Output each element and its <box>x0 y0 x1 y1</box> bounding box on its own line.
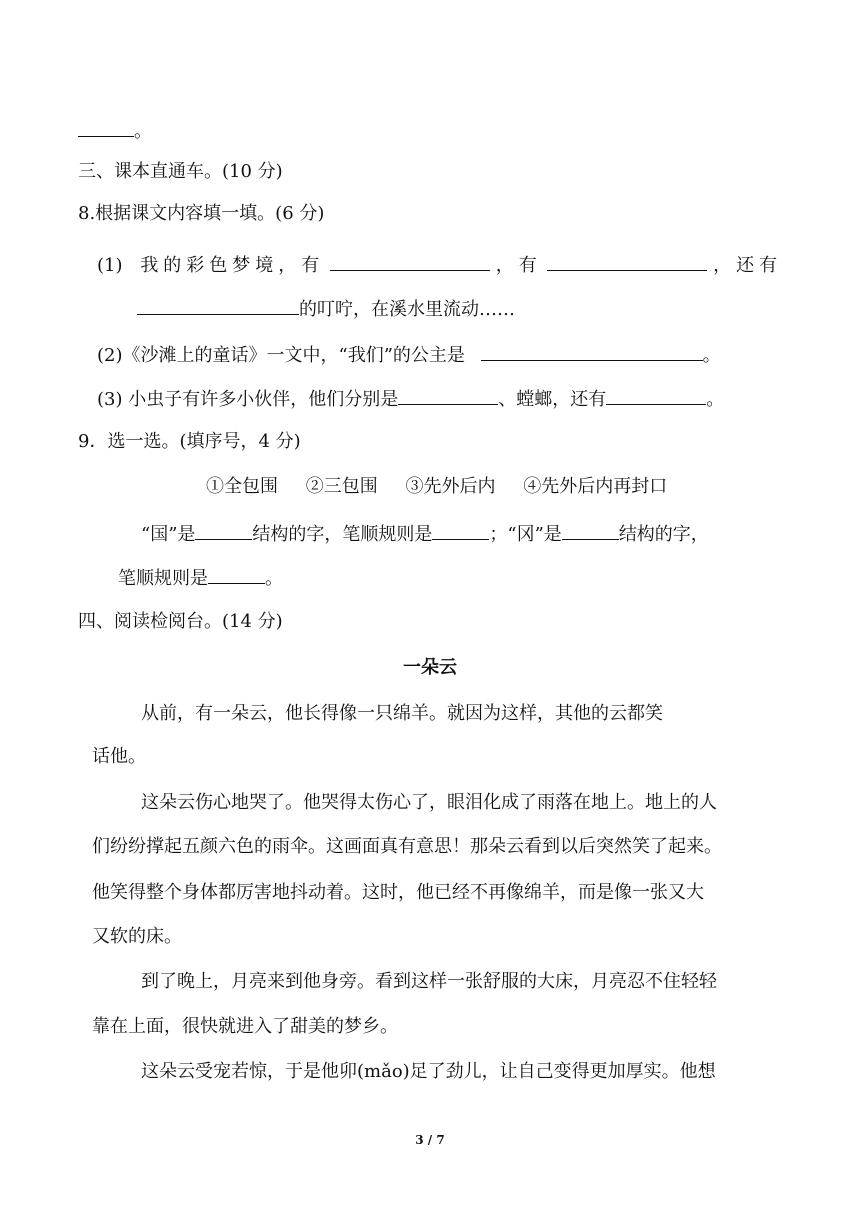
story-line: 话他。 <box>92 746 146 767</box>
option-1: ①全包围 <box>206 476 278 497</box>
q9-options <box>206 475 689 499</box>
top-answer-line: 。 <box>78 118 152 144</box>
section3-heading: 三、课本直通车。(10 分) <box>78 161 283 182</box>
story-title: 一朵云 <box>403 657 457 678</box>
story-line: 从前，有一朵云，他长得像一只绵羊。就因为这样，其他的云都笑 <box>141 703 663 724</box>
story-line: 这朵云伤心地哭了。他哭得太伤心了，眼泪化成了雨落在地上。地上的人 <box>141 792 717 813</box>
q8-part3: (3) 小虫子有许多小伙伴，他们分别是 、螳螂，还有 。 <box>97 386 724 412</box>
answer-blank[interactable] <box>398 386 498 405</box>
q9-stem: 9．选一选。(填序号，4 分) <box>78 431 301 452</box>
answer-blank[interactable] <box>432 521 489 540</box>
q9-line1: “国”是 结构的字，笔顺规则是 ；“冈”是 结构的字， <box>141 521 709 547</box>
answer-blank[interactable] <box>78 118 134 137</box>
q8-part1-line2: 的叮咛，在溪水里流动…… <box>137 296 515 322</box>
answer-blank[interactable] <box>208 565 265 584</box>
q8-stem: 8.根据课文内容填一填。(6 分) <box>78 203 325 224</box>
answer-blank[interactable] <box>195 521 252 540</box>
option-2: ②三包围 <box>305 476 378 497</box>
story-line: 又软的床。 <box>92 926 182 947</box>
story-line: 他笑得整个身体都厉害地抖动着。这时，他已经不再像绵羊，而是像一张又大 <box>92 882 704 903</box>
story-line: 到了晚上，月亮来到他身旁。看到这样一张舒服的大床，月亮忍不住轻轻 <box>141 971 717 992</box>
option-3: ③先外后内 <box>405 476 496 497</box>
answer-blank[interactable] <box>481 342 703 361</box>
answer-blank[interactable] <box>606 386 706 405</box>
q9-line2: 笔顺规则是 。 <box>118 565 283 591</box>
answer-blank[interactable] <box>137 296 299 315</box>
q8-part1-line1: (1) 我的彩色梦境，有 ，有 ，还有 <box>97 252 782 278</box>
story-line: 靠在上面，很快就进入了甜美的梦乡。 <box>92 1016 398 1037</box>
answer-blank[interactable] <box>562 521 619 540</box>
page-number: 3 / 7 <box>415 1133 445 1147</box>
answer-blank[interactable] <box>547 252 707 271</box>
story-line: 们纷纷撑起五颜六色的雨伞。这画面真有意思！那朵云看到以后突然笑了起来。 <box>92 836 722 857</box>
option-4: ④先外后内再封口 <box>523 476 668 497</box>
story-line: 这朵云受宠若惊，于是他卯(mǎo)足了劲儿，让自己变得更加厚实。他想 <box>141 1061 716 1082</box>
section4-heading: 四、阅读检阅台。(14 分) <box>78 611 283 632</box>
q8-part2: (2)《沙滩上的童话》一文中，“我们”的公主是 。 <box>97 342 721 368</box>
answer-blank[interactable] <box>330 252 490 271</box>
